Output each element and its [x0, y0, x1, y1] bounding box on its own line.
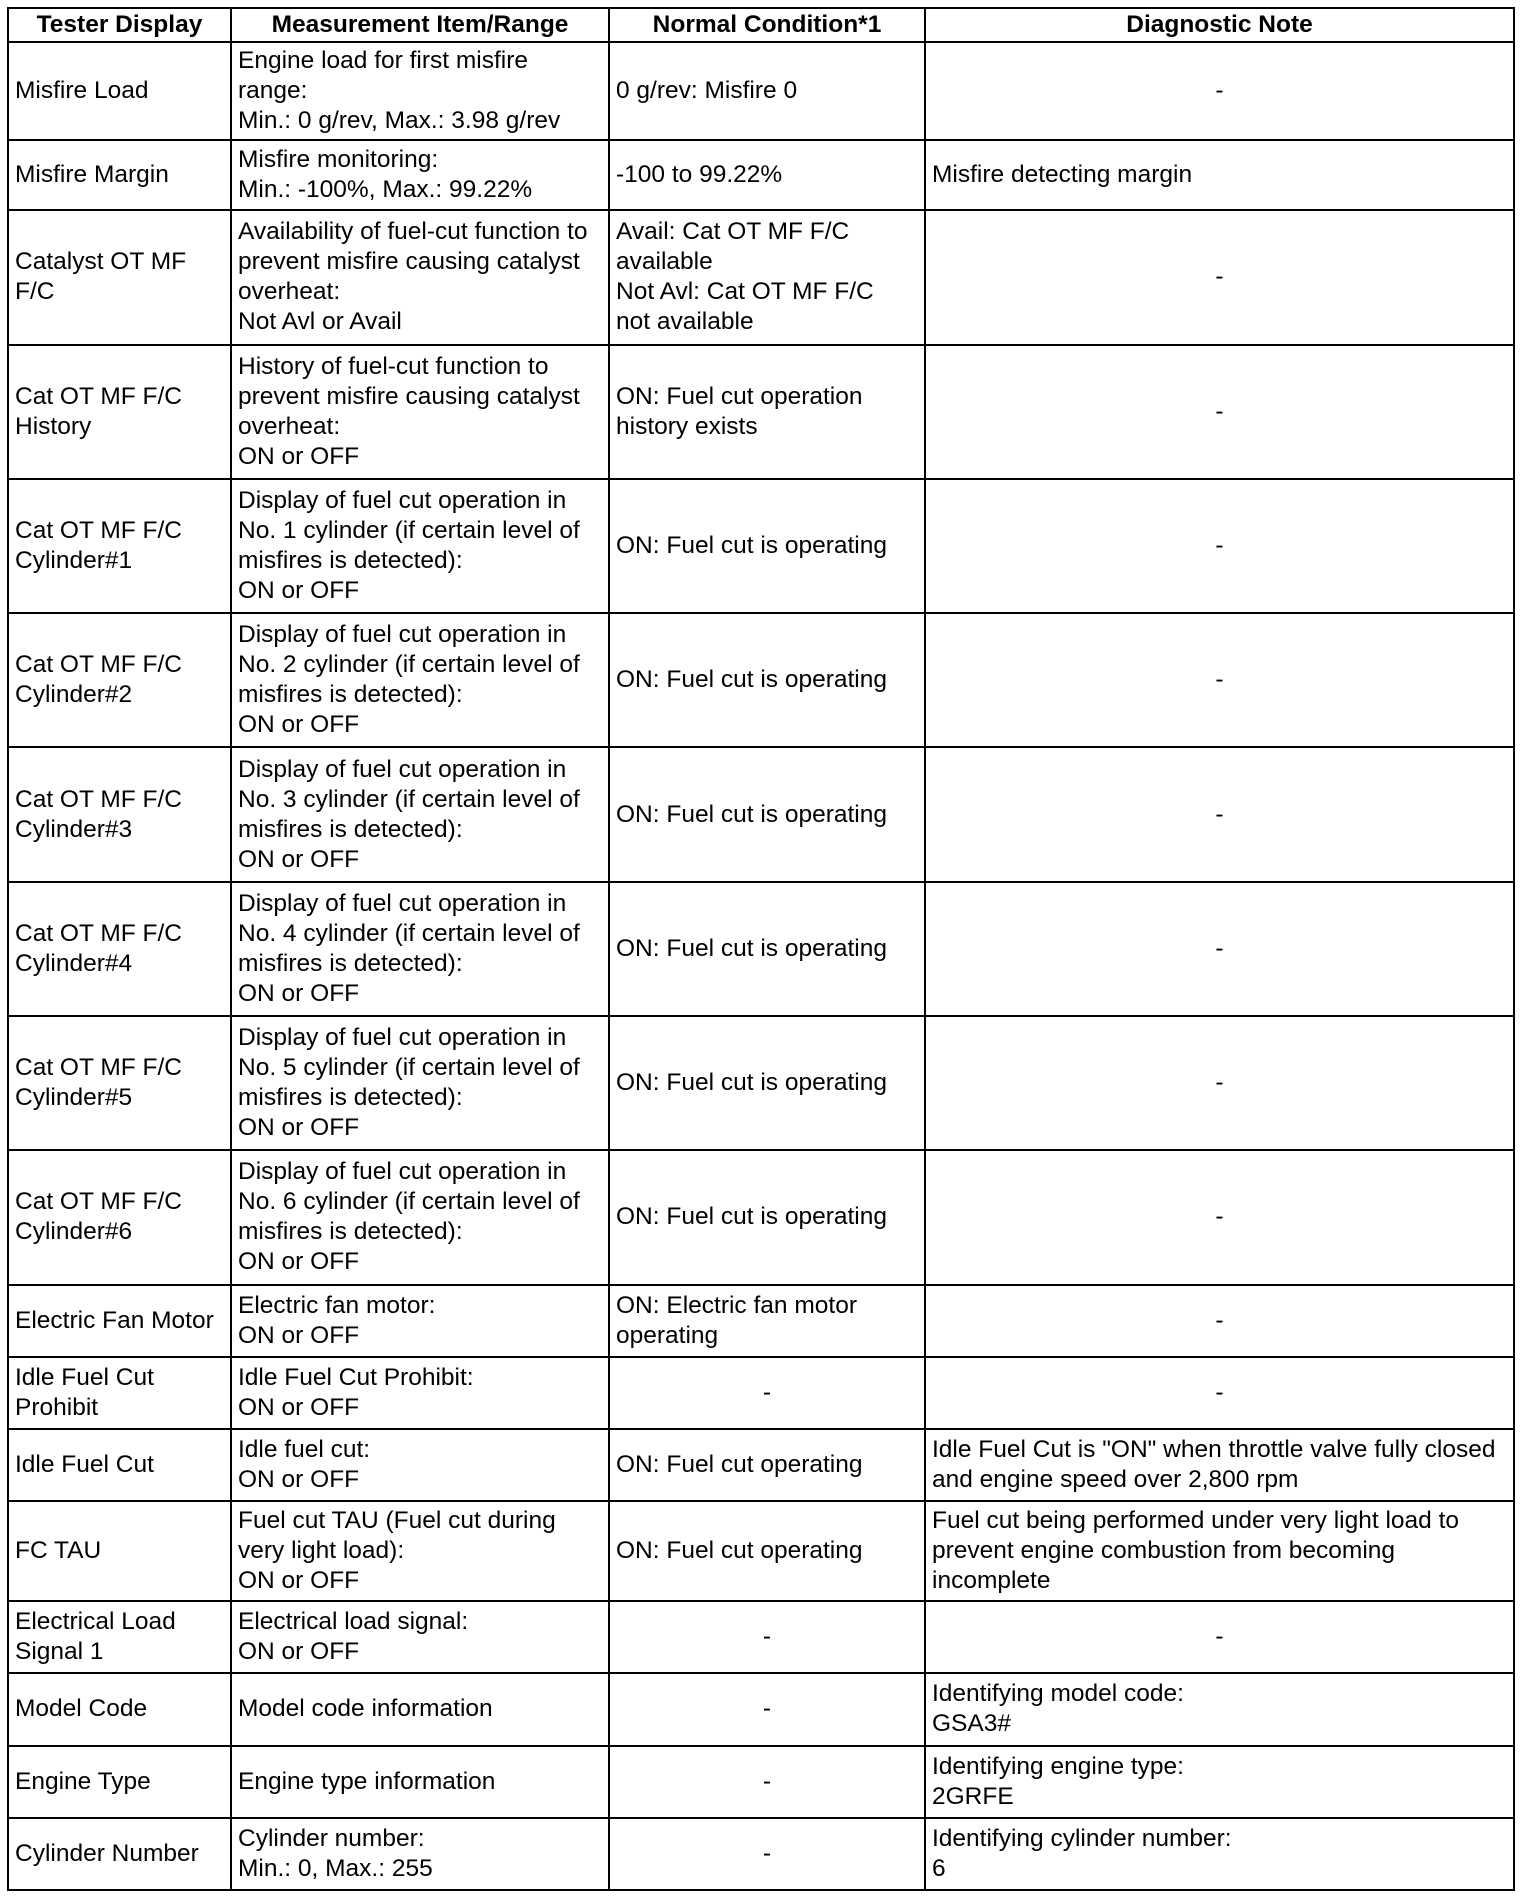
normal-condition-cell [609, 1818, 925, 1890]
table-row [8, 747, 1514, 881]
cell-text-line: Misfire Margin [15, 161, 169, 189]
cell-text-line: Not Avl or Avail [238, 308, 402, 336]
cell-text-line: Idle Fuel Cut Prohibit: [238, 1363, 474, 1391]
cell-text-line: - [762, 1378, 772, 1406]
diagnostic-note-cell [925, 1016, 1514, 1150]
cell-text-line: Engine type information [238, 1767, 496, 1795]
cell-text-line: Prohibit [15, 1393, 99, 1421]
cell-text-line: misfires is detected): [238, 1218, 463, 1246]
cell-text-line: available [616, 248, 713, 276]
cell-text-line: operating [616, 1321, 719, 1349]
cell-text-line: Misfire monitoring: [238, 146, 439, 174]
diagnostic-note-cell [925, 210, 1514, 344]
cell-text-line: Electrical Load [15, 1608, 176, 1636]
cell-text-line: History [15, 412, 92, 440]
normal-condition-cell [609, 1746, 925, 1818]
cell-text-line: - [1215, 1203, 1224, 1231]
tester-display-cell [8, 747, 231, 881]
diagnostic-note-cell [925, 1285, 1514, 1357]
measurement-range-cell [231, 210, 609, 344]
diagnostic-note-cell [925, 747, 1514, 881]
cell-text-line: Cylinder#4 [15, 949, 133, 977]
cell-text-line: ON or OFF [238, 1567, 360, 1595]
measurement-range-cell [231, 1429, 609, 1501]
measurement-range-cell [231, 882, 609, 1016]
tester-display-cell [8, 882, 231, 1016]
table-row [8, 1016, 1514, 1150]
cell-text-line: Cylinder#6 [15, 1218, 133, 1246]
diagnostic-note-cell [925, 140, 1514, 210]
cell-text-line: ON or OFF [238, 442, 360, 470]
diagnostic-note-cell [925, 613, 1514, 747]
cell-text-line: ON or OFF [238, 979, 360, 1007]
diagnostic-note-cell [925, 345, 1514, 479]
cell-text-line: Idle Fuel Cut [15, 1450, 154, 1478]
normal-condition-cell [609, 210, 925, 344]
tester-display-cell [8, 42, 231, 140]
table-row [8, 1285, 1514, 1357]
normal-condition-cell [609, 140, 925, 210]
table-body [8, 42, 1514, 1890]
cell-text-line: misfires is detected): [238, 547, 463, 575]
cell-text-line: No. 3 cylinder (if certain level of [238, 785, 580, 813]
cell-text-line: Model Code [15, 1695, 148, 1723]
table-row [8, 1673, 1514, 1745]
table-row [8, 345, 1514, 479]
cell-text-line: Cat OT MF F/C [15, 382, 182, 410]
cell-text-line: Identifying engine type: [932, 1752, 1184, 1780]
cell-text-line: History of fuel-cut function to [238, 352, 549, 380]
diagnostic-note-cell [925, 1150, 1514, 1284]
normal-condition-cell [609, 1501, 925, 1601]
cell-text-line: - [1215, 1623, 1224, 1651]
cell-text-line: - [762, 1623, 772, 1651]
tester-display-cell [8, 1285, 231, 1357]
cell-text-line: prevent misfire causing catalyst [238, 248, 580, 276]
cell-text-line: ON: Fuel cut operating [616, 1450, 863, 1478]
cell-text-line: Engine load for first misfire [238, 47, 529, 75]
cell-text-line: Cylinder#3 [15, 815, 133, 843]
cell-text-line: Display of fuel cut operation in [238, 621, 567, 649]
cell-text-line: ON or OFF [238, 1393, 360, 1421]
cell-text-line: - [1215, 934, 1224, 962]
cell-text-line: Not Avl: Cat OT MF F/C [616, 278, 874, 306]
measurement-range-cell [231, 140, 609, 210]
cell-text-line: Electric fan motor: [238, 1291, 436, 1319]
cell-text-line: Idle fuel cut: [238, 1435, 371, 1463]
diagnostic-note-cell [925, 1673, 1514, 1745]
cell-text-line: ON or OFF [238, 1248, 360, 1276]
cell-text-line: - [1215, 1069, 1224, 1097]
table-row [8, 613, 1514, 747]
normal-condition-cell [609, 1357, 925, 1429]
header-row [8, 8, 1514, 42]
cell-text-line: Electrical load signal: [238, 1608, 469, 1636]
normal-condition-cell [609, 1016, 925, 1150]
cell-text-line: ON or OFF [238, 577, 360, 605]
measurement-range-cell [231, 1501, 609, 1601]
cell-text-line: Identifying model code: [932, 1680, 1184, 1708]
cell-text-line: Idle Fuel Cut [15, 1363, 154, 1391]
cell-text-line: - [1215, 263, 1224, 291]
cell-text-line: Cylinder#5 [15, 1084, 133, 1112]
cell-text-line: - [1215, 397, 1224, 425]
cell-text-line: - [1215, 666, 1224, 694]
cell-text-line: ON: Fuel cut is operating [616, 934, 887, 962]
measurement-range-cell [231, 345, 609, 479]
cell-text-line: Misfire Load [15, 77, 149, 105]
tester-display-cell [8, 1746, 231, 1818]
normal-condition-cell [609, 882, 925, 1016]
cell-text-line: not available [616, 308, 754, 336]
normal-condition-cell [609, 1150, 925, 1284]
diagnostic-note-cell [925, 1501, 1514, 1601]
cell-text-line: misfires is detected): [238, 681, 463, 709]
cell-text-line: - [1215, 1378, 1224, 1406]
measurement-range-cell [231, 747, 609, 881]
data-list-table [7, 7, 1515, 1891]
header-normal-condition: Normal Condition*1 [609, 8, 925, 42]
tester-display-cell [8, 1429, 231, 1501]
tester-display-cell [8, 1601, 231, 1673]
cell-text-line: No. 5 cylinder (if certain level of [238, 1054, 580, 1082]
tester-display-cell [8, 613, 231, 747]
cell-text-line: 2GRFE [932, 1782, 1014, 1810]
cell-text-line: Engine Type [15, 1767, 151, 1795]
table-row [8, 479, 1514, 613]
measurement-range-cell [231, 1818, 609, 1890]
cell-text-line: Electric Fan Motor [15, 1306, 214, 1334]
normal-condition-cell [609, 747, 925, 881]
cell-text-line: Misfire detecting margin [932, 161, 1193, 189]
diagnostic-note-cell [925, 1429, 1514, 1501]
cell-text-line: misfires is detected): [238, 949, 463, 977]
measurement-range-cell [231, 1746, 609, 1818]
cell-text-line: ON: Fuel cut operating [616, 1537, 863, 1565]
tester-display-cell [8, 1150, 231, 1284]
normal-condition-cell [609, 42, 925, 140]
tester-display-cell [8, 1818, 231, 1890]
cell-text-line: Idle Fuel Cut is "ON" when throttle valve fully closed [932, 1435, 1496, 1463]
cell-text-line: Cat OT MF F/C [15, 517, 182, 545]
cell-text-line: Model code information [238, 1695, 493, 1723]
diagnostic-note-cell [925, 882, 1514, 1016]
cell-text-line: ON or OFF [238, 1321, 360, 1349]
cell-text-line: overheat: [238, 412, 341, 440]
cell-text-line: ON: Fuel cut operation [616, 382, 863, 410]
measurement-range-cell [231, 613, 609, 747]
cell-text-line: Identifying cylinder number: [932, 1824, 1232, 1852]
cell-text-line: ON or OFF [238, 1638, 360, 1666]
cell-text-line: Display of fuel cut operation in [238, 1158, 567, 1186]
tester-display-cell [8, 479, 231, 613]
cell-text-line: Min.: 0, Max.: 255 [238, 1854, 433, 1882]
cell-text-line: ON: Fuel cut is operating [616, 800, 887, 828]
measurement-range-cell [231, 1150, 609, 1284]
cell-text-line: ON or OFF [238, 1465, 360, 1493]
cell-text-line: Cylinder#2 [15, 681, 133, 709]
tester-display-cell [8, 140, 231, 210]
cell-text-line: and engine speed over 2,800 rpm [932, 1465, 1299, 1493]
cell-text-line: - [762, 1839, 772, 1867]
normal-condition-cell [609, 613, 925, 747]
normal-condition-cell [609, 1285, 925, 1357]
table-row [8, 140, 1514, 210]
cell-text-line: ON: Fuel cut is operating [616, 666, 887, 694]
cell-text-line: Display of fuel cut operation in [238, 755, 567, 783]
cell-text-line: Cat OT MF F/C [15, 919, 182, 947]
cell-text-line: - [1215, 800, 1224, 828]
cell-text-line: prevent engine combustion from becoming [932, 1537, 1396, 1565]
measurement-range-cell [231, 1357, 609, 1429]
cell-text-line: history exists [616, 412, 758, 440]
cell-text-line: ON or OFF [238, 1114, 360, 1142]
tester-display-cell [8, 1016, 231, 1150]
cell-text-line: range: [238, 77, 308, 105]
cell-text-line: Signal 1 [15, 1638, 104, 1666]
cell-text-line: Cat OT MF F/C [15, 1054, 182, 1082]
cell-text-line: ON or OFF [238, 845, 360, 873]
cell-text-line: Display of fuel cut operation in [238, 1024, 567, 1052]
table-row [8, 1150, 1514, 1284]
cell-text-line: Availability of fuel-cut function to [238, 218, 588, 246]
cell-text-line: prevent misfire causing catalyst [238, 382, 580, 410]
measurement-range-cell [231, 479, 609, 613]
cell-text-line: Display of fuel cut operation in [238, 889, 567, 917]
header-diagnostic-note: Diagnostic Note [925, 8, 1514, 42]
cell-text-line: incomplete [932, 1567, 1051, 1595]
cell-text-line: Avail: Cat OT MF F/C [616, 218, 850, 246]
cell-text-line: No. 2 cylinder (if certain level of [238, 651, 580, 679]
table-row [8, 1601, 1514, 1673]
measurement-range-cell [231, 42, 609, 140]
table-row [8, 1746, 1514, 1818]
cell-text-line: Cylinder#1 [15, 547, 133, 575]
cell-text-line: -100 to 99.22% [616, 161, 783, 189]
cell-text-line: - [762, 1695, 772, 1723]
table-row [8, 882, 1514, 1016]
table-row [8, 1501, 1514, 1601]
cell-text-line: - [1215, 532, 1224, 560]
cell-text-line: - [762, 1767, 772, 1795]
normal-condition-cell [609, 479, 925, 613]
cell-text-line: Cylinder Number [15, 1839, 199, 1867]
normal-condition-cell [609, 345, 925, 479]
cell-text-line: - [1215, 77, 1224, 105]
table-row [8, 42, 1514, 140]
measurement-range-cell [231, 1601, 609, 1673]
cell-text-line: - [1215, 1306, 1224, 1334]
cell-text-line: Fuel cut TAU (Fuel cut during [238, 1507, 556, 1535]
normal-condition-cell [609, 1601, 925, 1673]
diagnostic-note-cell [925, 1818, 1514, 1890]
header-measurement-item: Measurement Item/Range [231, 8, 609, 42]
diagnostic-note-cell [925, 1601, 1514, 1673]
cell-text-line: misfires is detected): [238, 815, 463, 843]
cell-text-line: FC TAU [15, 1537, 102, 1565]
tester-display-cell [8, 1673, 231, 1745]
cell-text-line: No. 1 cylinder (if certain level of [238, 517, 580, 545]
cell-text-line: F/C [15, 278, 55, 306]
cell-text-line: Min.: 0 g/rev, Max.: 3.98 g/rev [238, 107, 561, 135]
table-row [8, 1429, 1514, 1501]
diagnostic-note-cell [925, 1746, 1514, 1818]
table-row [8, 1818, 1514, 1890]
tester-display-cell [8, 210, 231, 344]
measurement-range-cell [231, 1016, 609, 1150]
cell-text-line: Catalyst OT MF [15, 248, 187, 276]
cell-text-line: Fuel cut being performed under very light load to [932, 1507, 1460, 1535]
cell-text-line: misfires is detected): [238, 1084, 463, 1112]
cell-text-line: ON: Fuel cut is operating [616, 532, 887, 560]
cell-text-line: Cat OT MF F/C [15, 785, 182, 813]
cell-text-line: 6 [932, 1854, 946, 1882]
normal-condition-cell [609, 1429, 925, 1501]
table-row [8, 1357, 1514, 1429]
cell-text-line: No. 4 cylinder (if certain level of [238, 919, 580, 947]
tester-display-cell [8, 1357, 231, 1429]
cell-text-line: No. 6 cylinder (if certain level of [238, 1188, 580, 1216]
cell-text-line: 0 g/rev: Misfire 0 [616, 77, 798, 105]
measurement-range-cell [231, 1285, 609, 1357]
cell-text-line: Display of fuel cut operation in [238, 487, 567, 515]
normal-condition-cell [609, 1673, 925, 1745]
tester-display-cell [8, 1501, 231, 1601]
table-row [8, 210, 1514, 344]
header-tester-display: Tester Display [8, 8, 231, 42]
cell-text-line: overheat: [238, 278, 341, 306]
diagnostic-note-cell [925, 479, 1514, 613]
cell-text-line: ON or OFF [238, 711, 360, 739]
cell-text-line: ON: Fuel cut is operating [616, 1069, 887, 1097]
cell-text-line: very light load): [238, 1537, 405, 1565]
measurement-range-cell [231, 1673, 609, 1745]
cell-text-line: Cat OT MF F/C [15, 651, 182, 679]
diagnostic-note-cell [925, 1357, 1514, 1429]
cell-text-line: Cat OT MF F/C [15, 1188, 182, 1216]
cell-text-line: Min.: -100%, Max.: 99.22% [238, 176, 533, 204]
tester-display-cell [8, 345, 231, 479]
diagnostic-note-cell [925, 42, 1514, 140]
cell-text-line: Cylinder number: [238, 1824, 425, 1852]
cell-text-line: GSA3# [932, 1710, 1011, 1738]
cell-text-line: ON: Electric fan motor [616, 1291, 857, 1319]
cell-text-line: ON: Fuel cut is operating [616, 1203, 887, 1231]
